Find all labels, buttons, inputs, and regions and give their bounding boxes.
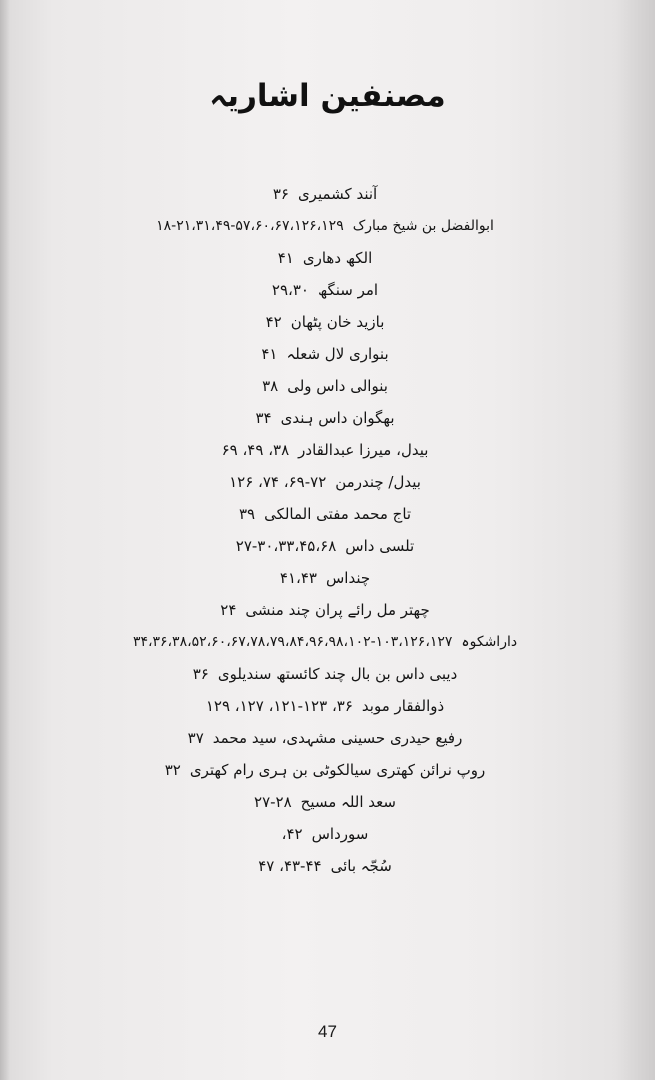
index-entry	[100, 663, 550, 695]
author-name: بنوالی داس ولی	[287, 377, 388, 395]
page-references: ۳۴،۳۶،۳۸،۵۲،۶۰،۶۷،۷۸،۷۹،۸۴،۹۶،۹۸،۱۰۲-۱۰۳،۱۲۶،۱۲۷	[132, 634, 453, 650]
index-entry	[100, 791, 550, 823]
page-references: ۳۶	[272, 185, 289, 203]
page-references: ۲۹،۳۰	[271, 281, 309, 299]
page-references: ۶۹-۷۲، ۷۴، ۱۲۶	[229, 473, 327, 491]
index-entry	[100, 407, 550, 439]
author-name: آنند کشمیری	[297, 185, 378, 203]
index-entry	[100, 567, 550, 599]
index-entry	[100, 343, 550, 375]
page-references: ۳۲	[164, 761, 181, 779]
author-name: داراشکوہ	[461, 634, 518, 650]
author-index-list	[100, 183, 550, 887]
page-references: ۳۸	[262, 377, 279, 395]
index-entry	[100, 503, 550, 535]
page-edge-shadow	[615, 0, 655, 1080]
author-name: تلسی داس	[345, 537, 415, 555]
author-name: تاج محمد مفتی المالکی	[264, 505, 412, 523]
author-name: بھگوان داس ہندی	[280, 409, 395, 427]
index-entry	[100, 823, 550, 855]
index-entry	[100, 183, 550, 215]
author-name: سورداس	[311, 825, 369, 843]
page-references: ۴۲	[265, 313, 282, 331]
index-entry	[100, 311, 550, 343]
author-name: بازید خان پٹھان	[290, 313, 385, 331]
page-references: ۴۲،	[281, 825, 303, 843]
author-name: رفیع حیدری حسینی مشہدی، سید محمد	[212, 729, 463, 747]
page-references: ۴۳-۴۴، ۴۷	[258, 857, 322, 875]
page-references: ۱۸-۲۱،۳۱،۴۹-۵۷،۶۰،۶۷،۱۲۶،۱۲۹	[156, 218, 344, 234]
page-references: ۳۷	[187, 729, 204, 747]
index-entry	[100, 727, 550, 759]
page-references: ۴۱	[261, 345, 278, 363]
author-name: روپ نرائن کھتری سیالکوٹی بن ہری رام کھتری	[189, 761, 486, 779]
index-entry	[100, 695, 550, 727]
author-name: امر سنگھ	[317, 281, 379, 299]
index-entry	[100, 855, 550, 887]
index-entry	[100, 631, 550, 663]
index-entry	[100, 247, 550, 279]
index-entry	[100, 535, 550, 567]
author-name: سُجّہ بائی	[330, 857, 392, 875]
index-entry	[100, 215, 550, 247]
author-name: چھتر مل رائے پران چند منشی	[245, 601, 430, 619]
index-entry	[100, 471, 550, 503]
index-entry	[100, 599, 550, 631]
author-name: دیبی داس بن بال چند کائستھ سندیلوی	[217, 665, 458, 683]
page-references: ۲۷-۲۸	[254, 793, 292, 811]
page-references: ۳۶، ۱۲۱-۱۲۳، ۱۲۷، ۱۲۹	[205, 697, 353, 715]
page-gutter-shadow	[0, 0, 10, 1080]
page-references: ۲۷-۳۰،۳۳،۴۵،۶۸	[235, 537, 337, 555]
page-references: ۴۱	[277, 249, 294, 267]
page-references: ۲۴	[220, 601, 237, 619]
author-name: ابوالفضل بن شیخ مبارک	[352, 218, 494, 234]
author-name: بنواری لال شعلہ	[286, 345, 389, 363]
page-references: ۳۴	[255, 409, 272, 427]
author-name: الکھ دھاری	[302, 249, 373, 267]
index-entry	[100, 375, 550, 407]
page-references: ۳۹	[238, 505, 256, 523]
page-title: مصنفین اشاریہ	[209, 78, 446, 114]
index-entry	[100, 759, 550, 791]
author-name: بیدل/ چندرمن	[335, 473, 421, 491]
author-name: بیدل، میرزا عبدالقادر	[298, 441, 429, 459]
author-name: سعد اللہ مسیح	[300, 793, 396, 811]
page-number: 47	[318, 1022, 337, 1041]
page-references: ۳۸، ۴۹، ۶۹	[221, 441, 290, 459]
author-name: ذوالفقار موبد	[361, 697, 445, 715]
page-references: ۴۱،۴۳	[279, 569, 317, 587]
index-entry	[100, 439, 550, 471]
index-entry	[100, 279, 550, 311]
page-references: ۳۶	[192, 665, 209, 683]
author-name: چنداس	[325, 569, 371, 587]
